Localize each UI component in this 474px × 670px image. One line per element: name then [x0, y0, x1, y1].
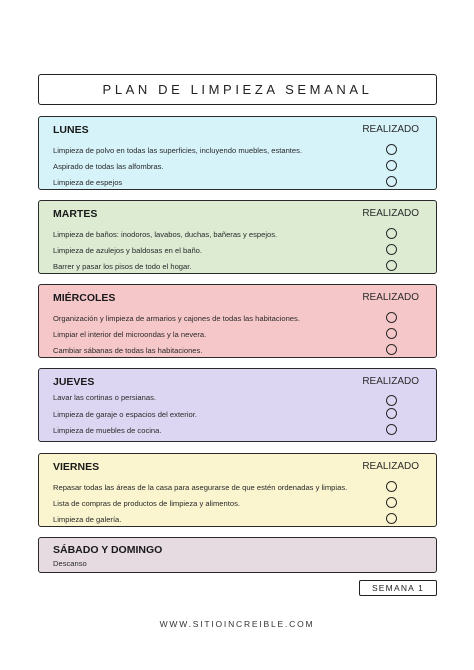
weekend-note: Descanso — [53, 559, 87, 568]
checkbox-circle[interactable] — [386, 424, 397, 435]
task-text: Barrer y pasar los pisos de todo el hogar. — [53, 261, 192, 271]
footer-url: WWW.SITIOINCREIBLE.COM — [159, 619, 315, 629]
checkbox-circle[interactable] — [386, 513, 397, 524]
task-item — [53, 226, 428, 242]
checkbox-circle[interactable] — [386, 228, 397, 239]
done-column-label: REALIZADO — [362, 376, 419, 387]
day-card-jueves — [38, 368, 437, 442]
checkbox-circle[interactable] — [386, 395, 397, 406]
checkbox-circle[interactable] — [386, 408, 397, 419]
task-item — [53, 342, 428, 358]
task-text: Limpieza de espejos — [53, 177, 123, 187]
task-item — [53, 242, 428, 258]
task-item — [53, 479, 428, 495]
task-item — [53, 495, 428, 511]
checkbox-circle[interactable] — [386, 176, 397, 187]
task-text: Cambiar sábanas de todas las habitaciones. — [53, 345, 203, 355]
checkbox-circle[interactable] — [386, 481, 397, 492]
checkbox-circle[interactable] — [386, 144, 397, 155]
done-column-label: REALIZADO — [362, 292, 419, 303]
day-name: VIERNES — [53, 461, 100, 473]
task-item — [53, 422, 428, 438]
checkbox-circle[interactable] — [386, 260, 397, 271]
task-item — [53, 326, 428, 342]
task-text: Limpieza de polvo en todas las superficies, incluyendo muebles, estantes. — [53, 145, 303, 155]
day-card-weekend — [38, 537, 437, 573]
day-card-lunes — [38, 116, 437, 190]
task-text: Limpieza de galería. — [53, 514, 122, 524]
day-name: MIÉRCOLES — [53, 292, 116, 304]
checkbox-circle[interactable] — [386, 312, 397, 323]
task-item — [53, 310, 428, 326]
day-card-miercoles — [38, 284, 437, 358]
checkbox-circle[interactable] — [386, 160, 397, 171]
day-name: LUNES — [53, 124, 89, 136]
task-item — [53, 389, 428, 405]
done-column-label: REALIZADO — [362, 124, 419, 135]
task-text: Organización y limpieza de armarios y cajones de todas las habitaciones. — [53, 313, 300, 323]
task-text: Aspirado de todas las alfombras. — [53, 161, 164, 171]
task-item — [53, 258, 428, 274]
day-card-martes — [38, 200, 437, 274]
task-text: Lista de compras de productos de limpieza y alimentos. — [53, 498, 240, 508]
page-title: PLAN DE LIMPIEZA SEMANAL — [102, 82, 373, 97]
page-title-box — [38, 74, 437, 105]
checkbox-circle[interactable] — [386, 244, 397, 255]
task-item — [53, 511, 428, 527]
day-name: SÁBADO Y DOMINGO — [53, 544, 163, 556]
task-item — [53, 174, 428, 190]
task-item — [53, 142, 428, 158]
day-card-viernes — [38, 453, 437, 527]
checkbox-circle[interactable] — [386, 497, 397, 508]
task-item — [53, 158, 428, 174]
task-item — [53, 406, 428, 422]
task-text: Lavar las cortinas o persianas. — [53, 392, 156, 402]
done-column-label: REALIZADO — [362, 208, 419, 219]
task-text: Limpieza de azulejos y baldosas en el baño. — [53, 245, 203, 255]
checkbox-circle[interactable] — [386, 344, 397, 355]
task-text: Repasar todas las áreas de la casa para asegurarse de que estén ordenadas y limpias. — [53, 482, 348, 492]
task-text: Limpieza de muebles de cocina. — [53, 425, 162, 435]
done-column-label: REALIZADO — [362, 461, 419, 472]
day-name: MARTES — [53, 208, 98, 220]
checkbox-circle[interactable] — [386, 328, 397, 339]
week-label: SEMANA 1 — [359, 580, 437, 596]
task-text: Limpieza de garaje o espacios del exterior. — [53, 409, 197, 419]
task-text: Limpiar el interior del microondas y la nevera. — [53, 329, 207, 339]
task-text: Limpieza de baños: inodoros, lavabos, duchas, bañeras y espejos. — [53, 229, 278, 239]
day-name: JUEVES — [53, 376, 95, 388]
